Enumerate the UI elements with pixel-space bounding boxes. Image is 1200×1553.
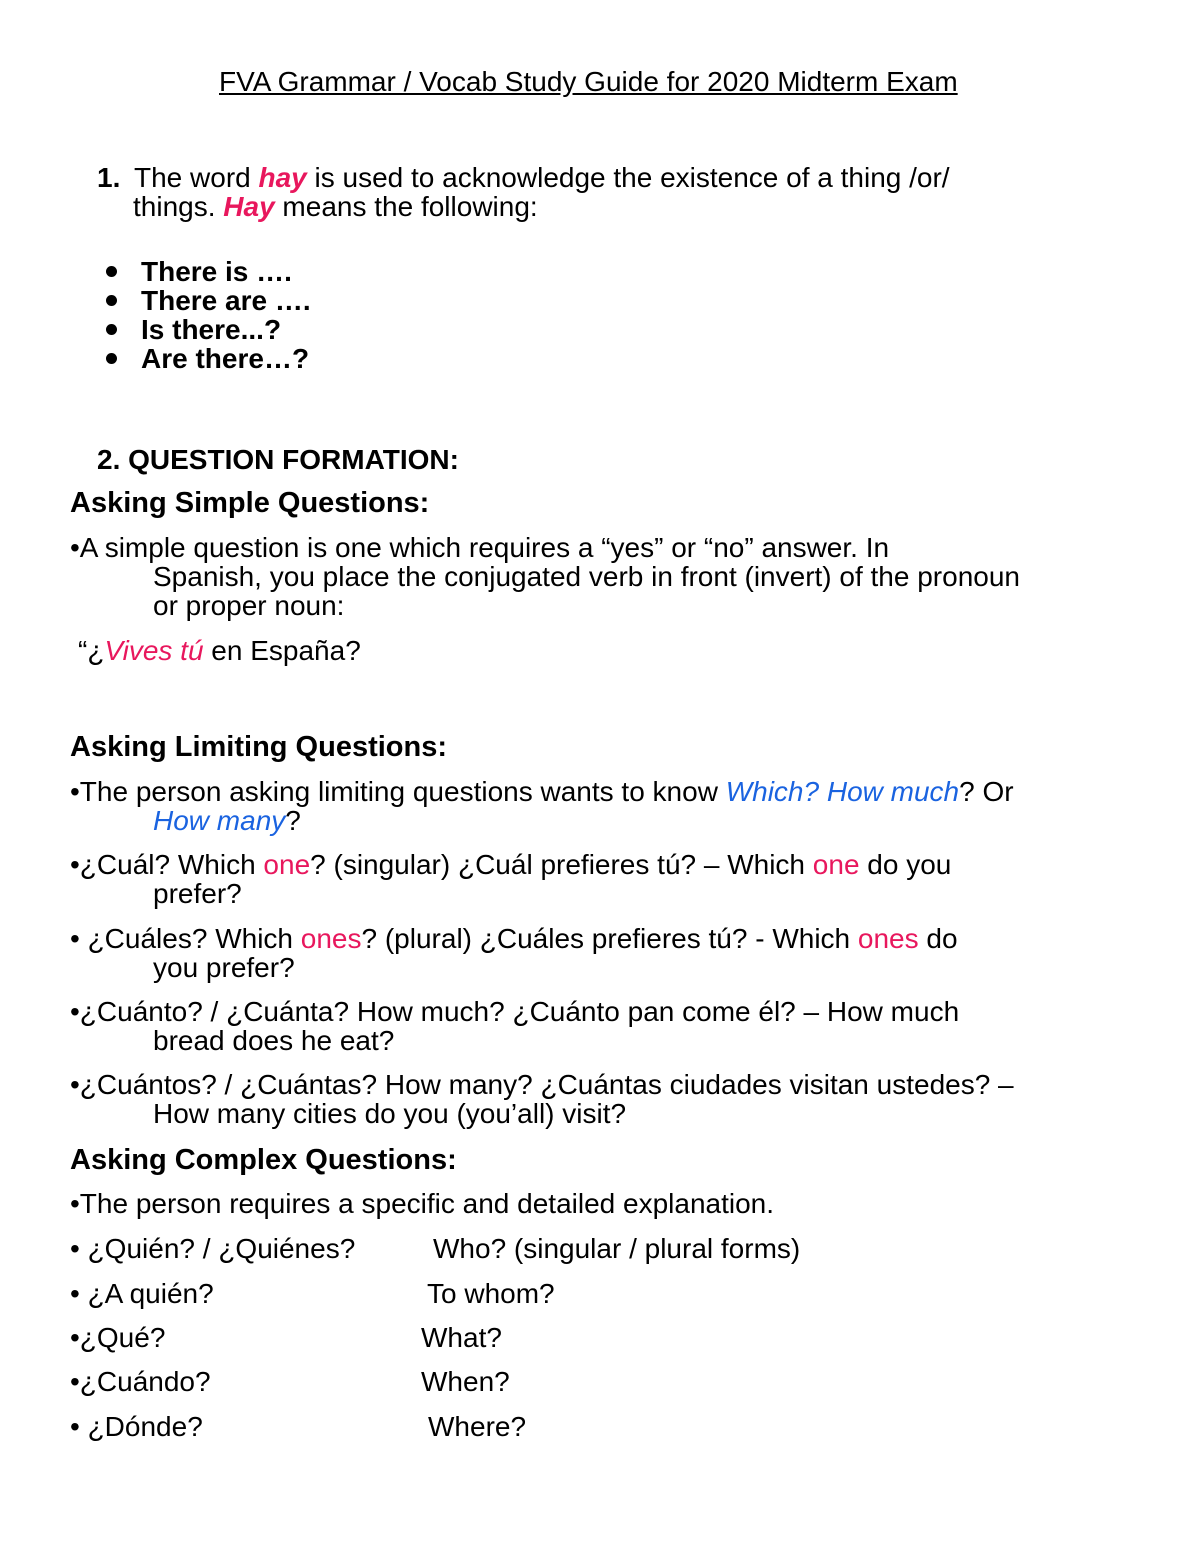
cuantos-line-1: •¿Cuántos? / ¿Cuántas? How many? ¿Cuántas ciudades visitan ustedes? –: [70, 1069, 1014, 1100]
limiting-questions-heading: Asking Limiting Questions:: [70, 731, 448, 763]
bullet-icon: [106, 266, 117, 277]
cuales-line-2: you prefer?: [153, 952, 295, 983]
highlight-text: ones: [300, 923, 362, 954]
text: do: [918, 923, 958, 954]
page-title: FVA Grammar / Vocab Study Guide for 2020 Midterm Exam: [219, 66, 958, 97]
simple-line-2: Spanish, you place the conjugated verb in front (invert) of the pronoun: [153, 561, 1020, 592]
text: ? Or: [959, 776, 1014, 807]
section-1-number: 1.: [97, 162, 121, 193]
simple-questions-heading: Asking Simple Questions:: [70, 487, 430, 519]
highlight-text: one: [812, 849, 860, 880]
cual-line-1: [70, 850, 951, 879]
text: ? (singular) ¿Cuál prefieres tú? – Which: [310, 849, 813, 880]
simple-example: [78, 636, 361, 665]
cuanto-line-2: bread does he eat?: [153, 1025, 395, 1056]
highlight-text: ones: [857, 923, 919, 954]
bullet-icon: [106, 353, 117, 364]
question-word-es: •¿Qué?: [70, 1322, 166, 1353]
text: • ¿Cuáles? Which: [70, 923, 301, 954]
hay-term: Hay: [223, 191, 275, 222]
question-word-en: Where?: [428, 1411, 527, 1442]
highlight-text: How many: [153, 805, 286, 836]
bullet-icon: [106, 324, 117, 335]
text: •¿Cuál? Which: [70, 849, 264, 880]
cual-line-2: prefer?: [153, 878, 242, 909]
question-word-en: Who? (singular / plural forms): [433, 1233, 801, 1264]
cuales-line-1: [70, 924, 958, 953]
text: do you: [859, 849, 952, 880]
text: “¿: [78, 635, 105, 666]
cuanto-line-1: •¿Cuánto? / ¿Cuánta? How much? ¿Cuánto pan come él? – How much: [70, 996, 960, 1027]
section-1-line-2: [133, 192, 538, 221]
complex-questions-heading: Asking Complex Questions:: [70, 1144, 457, 1176]
highlight-text: one: [263, 849, 311, 880]
cuantos-line-2: How many cities do you (you’all) visit?: [153, 1098, 627, 1129]
list-item: Is there...?: [141, 314, 282, 345]
text: ? (plural) ¿Cuáles prefieres tú? - Which: [361, 923, 858, 954]
simple-line-1: •A simple question is one which requires a “yes” or “no” answer. In: [70, 532, 890, 563]
question-word-es: •¿Cuándo?: [70, 1366, 211, 1397]
highlight-text: Vives tú: [104, 635, 204, 666]
question-word-es: • ¿Dónde?: [70, 1411, 203, 1442]
list-item: There is ….: [141, 256, 292, 287]
text: is used to acknowledge the existence of a thing /or/: [306, 162, 950, 193]
question-word-es: • ¿Quién? / ¿Quiénes?: [70, 1233, 356, 1264]
question-word-en: To whom?: [427, 1278, 555, 1309]
hay-term: hay: [258, 162, 307, 193]
text: •The person asking limiting questions wants to know: [70, 776, 726, 807]
highlight-text: Which? How much: [725, 776, 960, 807]
simple-line-3: or proper noun:: [153, 590, 345, 621]
text: The word: [134, 162, 259, 193]
limiting-intro-line-1: [70, 777, 1014, 806]
complex-intro: •The person requires a specific and detailed explanation.: [70, 1188, 775, 1219]
text: ?: [285, 805, 301, 836]
list-item: There are ….: [141, 285, 311, 316]
text: en España?: [203, 635, 361, 666]
question-word-es: • ¿A quién?: [70, 1278, 214, 1309]
text: means the following:: [274, 191, 538, 222]
question-word-en: When?: [421, 1366, 510, 1397]
question-word-en: What?: [421, 1322, 502, 1353]
list-item: Are there…?: [141, 343, 310, 374]
section-1-line-1: [134, 163, 950, 192]
bullet-icon: [106, 295, 117, 306]
text: things.: [133, 191, 224, 222]
section-2-heading: 2. QUESTION FORMATION:: [97, 444, 459, 475]
limiting-intro-line-2: [153, 806, 301, 835]
